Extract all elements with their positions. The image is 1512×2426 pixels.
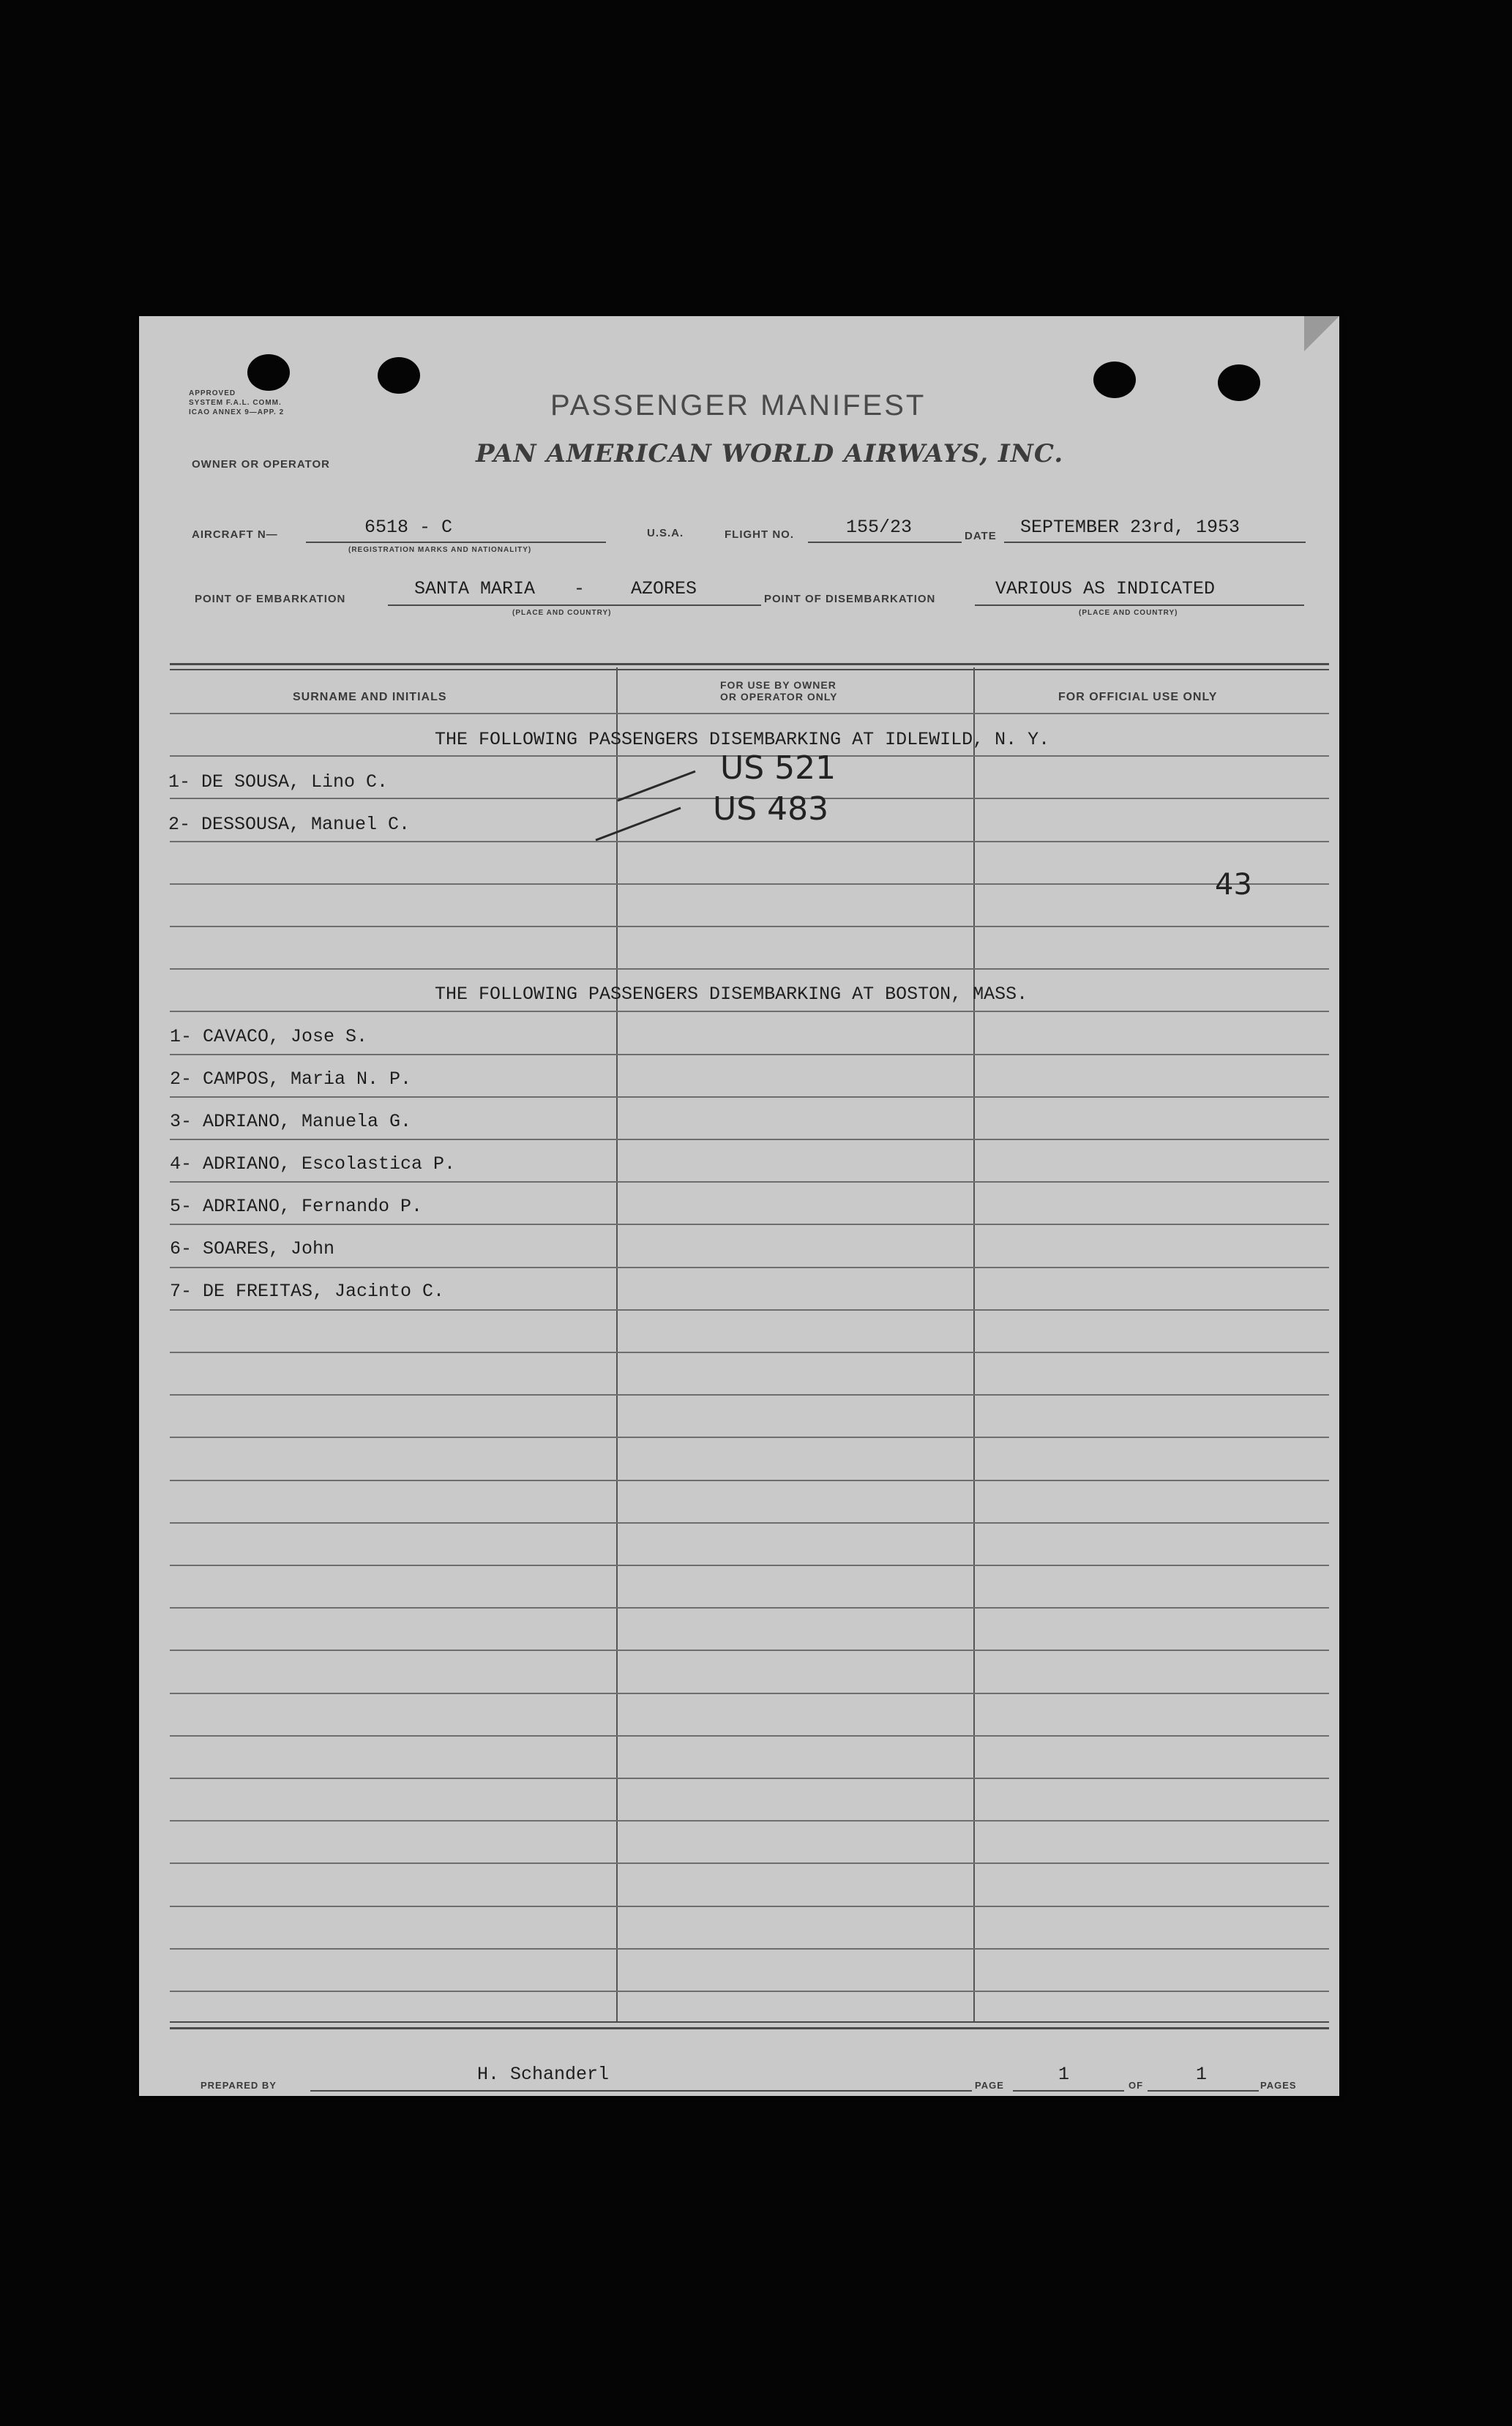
punch-hole <box>1093 362 1136 398</box>
embark-sub: (PLACE AND COUNTRY) <box>512 609 612 617</box>
passenger-row: 5- ADRIANO, Fernando P. <box>170 1196 423 1217</box>
table-rule <box>170 1948 1329 1950</box>
date-value: SEPTEMBER 23rd, 1953 <box>1020 517 1240 538</box>
table-rule <box>170 926 1329 927</box>
disembark-label: POINT OF DISEMBARKATION <box>764 593 936 605</box>
table-rule <box>170 1309 1329 1311</box>
disembark-sub: (PLACE AND COUNTRY) <box>1079 609 1178 617</box>
passenger-row: 1- CAVACO, Jose S. <box>170 1026 368 1047</box>
punch-hole <box>247 354 290 391</box>
page-value: 1 <box>1058 2064 1070 2085</box>
section-heading-boston: THE FOLLOWING PASSENGERS DISEMBARKING AT BOSTON, MASS. <box>435 984 1028 1005</box>
flight-label: FLIGHT NO. <box>725 528 794 541</box>
table-rule <box>170 1394 1329 1396</box>
operator-name: PAN AMERICAN WORLD AIRWAYS, INC. <box>476 439 1064 468</box>
owner-label: OWNER OR OPERATOR <box>192 458 330 471</box>
embark-dash: - <box>574 578 585 599</box>
embark-place: SANTA MARIA <box>414 578 536 599</box>
prepared-value: H. Schanderl <box>477 2064 610 2085</box>
table-rule <box>170 1480 1329 1481</box>
table-rule <box>170 1224 1329 1225</box>
flight-value: 155/23 <box>846 517 913 538</box>
passenger-row: 7- DE FREITAS, Jacinto C. <box>170 1281 445 1302</box>
passenger-row: 2- CAMPOS, Maria N. P. <box>170 1068 412 1090</box>
table-rule <box>170 1352 1329 1353</box>
table-rule <box>170 1139 1329 1140</box>
handwritten-note: US 483 <box>713 790 829 828</box>
of-value: 1 <box>1196 2064 1208 2085</box>
table-rule <box>170 1820 1329 1822</box>
table-rule <box>170 1437 1329 1438</box>
table-rule <box>170 1991 1329 1992</box>
column-header-owner: OR OPERATOR ONLY <box>720 691 838 703</box>
folded-corner <box>1304 316 1339 351</box>
table-rule <box>170 1096 1329 1098</box>
embark-label: POINT OF EMBARKATION <box>195 593 346 605</box>
table-rule <box>170 1862 1329 1864</box>
table-rule <box>170 1011 1329 1012</box>
table-rule <box>170 841 1329 842</box>
approval-line: ICAO ANNEX 9—APP. 2 <box>189 408 285 416</box>
table-rule <box>170 1267 1329 1268</box>
punch-hole <box>378 357 420 394</box>
aircraft-sub: (REGISTRATION MARKS AND NATIONALITY) <box>348 546 532 554</box>
approval-line: APPROVED <box>189 389 236 397</box>
table-rule <box>170 1778 1329 1779</box>
table-rule <box>170 883 1329 885</box>
passenger-row: 2- DESSOUSA, Manuel C. <box>168 814 411 835</box>
table-rule <box>170 1181 1329 1183</box>
pages-label: PAGES <box>1260 2080 1297 2091</box>
column-header-official: FOR OFFICIAL USE ONLY <box>1058 691 1218 703</box>
column-header-owner: FOR USE BY OWNER <box>720 679 837 691</box>
column-header-surname: SURNAME AND INITIALS <box>293 691 447 703</box>
punch-hole <box>1218 364 1260 401</box>
passenger-row: 3- ADRIANO, Manuela G. <box>170 1111 412 1132</box>
table-rule <box>170 1054 1329 1055</box>
table-rule <box>170 1522 1329 1524</box>
table-rule <box>170 713 1329 714</box>
embark-country: AZORES <box>631 578 697 599</box>
passenger-row: 6- SOARES, John <box>170 1238 335 1259</box>
table-rule <box>170 1906 1329 1907</box>
usa-label: U.S.A. <box>647 527 684 539</box>
table-rule <box>170 1735 1329 1737</box>
passenger-row: 4- ADRIANO, Escolastica P. <box>170 1153 456 1175</box>
hand-strokes <box>585 746 732 849</box>
table-rule <box>170 1565 1329 1566</box>
table-rule <box>170 1650 1329 1651</box>
margin-number: 43 <box>1215 868 1252 902</box>
table-rule <box>170 1607 1329 1609</box>
aircraft-label: AIRCRAFT N— <box>192 528 278 541</box>
handwritten-note: US 521 <box>720 749 837 787</box>
disembark-value: VARIOUS AS INDICATED <box>995 578 1216 599</box>
of-label: OF <box>1129 2080 1144 2091</box>
page-title: PASSENGER MANIFEST <box>550 389 927 422</box>
table-rule <box>170 1693 1329 1694</box>
table-rule <box>170 968 1329 970</box>
prepared-label: PREPARED BY <box>201 2080 277 2091</box>
section-heading-idlewild: THE FOLLOWING PASSENGERS DISEMBARKING AT IDLEWILD, N. Y. <box>435 729 1050 750</box>
page-label: PAGE <box>975 2080 1004 2091</box>
approval-line: SYSTEM F.A.L. COMM. <box>189 399 282 407</box>
passenger-row: 1- DE SOUSA, Lino C. <box>168 771 389 793</box>
date-label: DATE <box>965 530 997 542</box>
aircraft-value: 6518 - C <box>364 517 453 538</box>
